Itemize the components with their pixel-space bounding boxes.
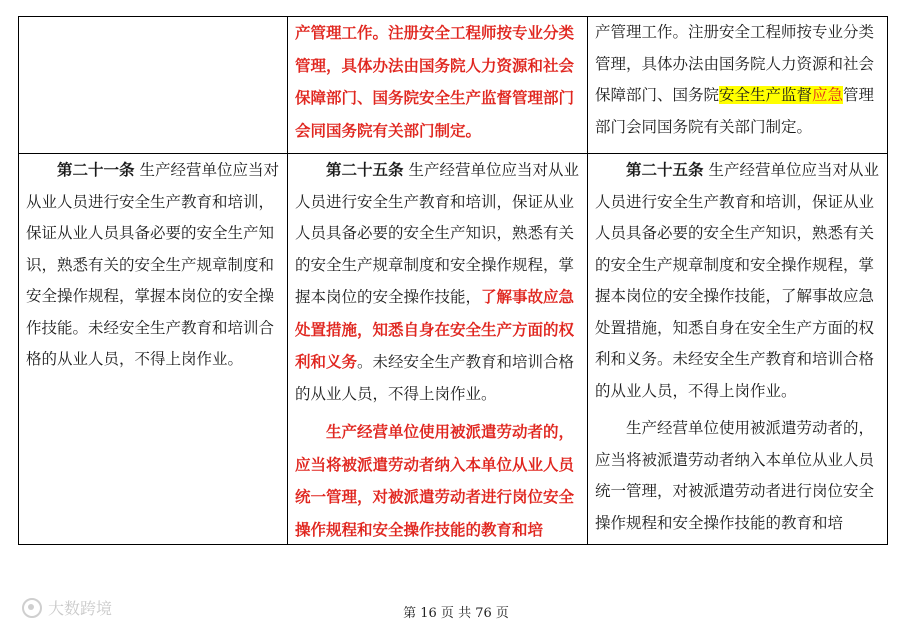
old-law-cell bbox=[19, 154, 288, 545]
article-body: 生产经营单位应当对从业人员进行安全生产教育和培训，保证从业人员具备必要的安全生产知识，熟悉有关的安全生产规章制度和安全操作规程，掌握本岗位的安全操作技能， bbox=[295, 161, 579, 306]
article-added-paragraph: 生产经营单位使用被派遣劳动者的，应当将被派遣劳动者纳入本单位从业人员统一管理，对被派遣劳动者进行岗位安全操作规程和安全操作技能的教育和培 bbox=[295, 422, 575, 539]
watermark-text: 大数跨境 bbox=[48, 599, 113, 618]
article-paragraph: 生产经营单位使用被派遣劳动者的，应当将被派遣劳动者纳入本单位从业人员统一管理，对被派遣劳动者进行岗位安全操作规程和安全操作技能的教育和培 bbox=[595, 419, 875, 532]
draft-cell bbox=[288, 17, 588, 154]
highlighted-text bbox=[719, 86, 843, 104]
highlighted-text-part: 安全生产监督 bbox=[719, 86, 813, 104]
article-title: 第二十五条 bbox=[626, 160, 704, 179]
table-row bbox=[19, 17, 888, 154]
old-law-cell bbox=[19, 17, 288, 154]
article-body: 生产经营单位应当对从业人员进行安全生产教育和培训，保证从业人员具备必要的安全生产知识，熟悉有关的安全生产规章制度和安全操作规程，掌握本岗位的安全操作技能。未经安全生产教育和培训合格的从业人员，不得上岗作业。 bbox=[26, 161, 279, 368]
article-added-text: 了解事故应急处置措施，知悉自身在安全生产方面的权利和义务 bbox=[295, 287, 575, 371]
article-body-end: 。未经安全生产教育和培训合格的从业人员，不得上岗作业。 bbox=[295, 353, 575, 403]
article-body: 生产经营单位应当对从业人员进行安全生产教育和培训，保证从业人员具备必要的安全生产知识，熟悉有关的安全生产规章制度和安全操作规程，掌握本岗位的安全操作技能，了解事故应急处置措施，知悉自身在安全生产方面的权利和义务。未经安全生产教育和培训合格的从业人员，不得上岗作业。 bbox=[595, 161, 879, 400]
comparison-table bbox=[18, 16, 888, 545]
new-law-cell bbox=[588, 17, 888, 154]
draft-changed-text: 产管理工作。注册安全工程师按专业分类管理，具体办法由国务院人力资源和社会保障部门、国务院安全生产监督管理部门会同国务院有关部门制定。 bbox=[295, 23, 575, 140]
new-law-text-end: 管理部门会同国务院有关部门制定。 bbox=[595, 86, 875, 136]
highlighted-red-text: 应急 bbox=[812, 86, 844, 104]
new-law-text: 产管理工作。注册安全工程师按专业分类管理，具体办法由国务院人力资源和社会保障部门、国务院 bbox=[595, 23, 875, 104]
article-title: 第二十一条 bbox=[57, 160, 135, 179]
new-law-cell bbox=[588, 154, 888, 545]
table-row bbox=[19, 154, 888, 545]
draft-cell bbox=[288, 154, 588, 545]
article-title: 第二十五条 bbox=[326, 160, 404, 179]
page-number: 第 16 页 共 76 页 bbox=[403, 606, 509, 621]
